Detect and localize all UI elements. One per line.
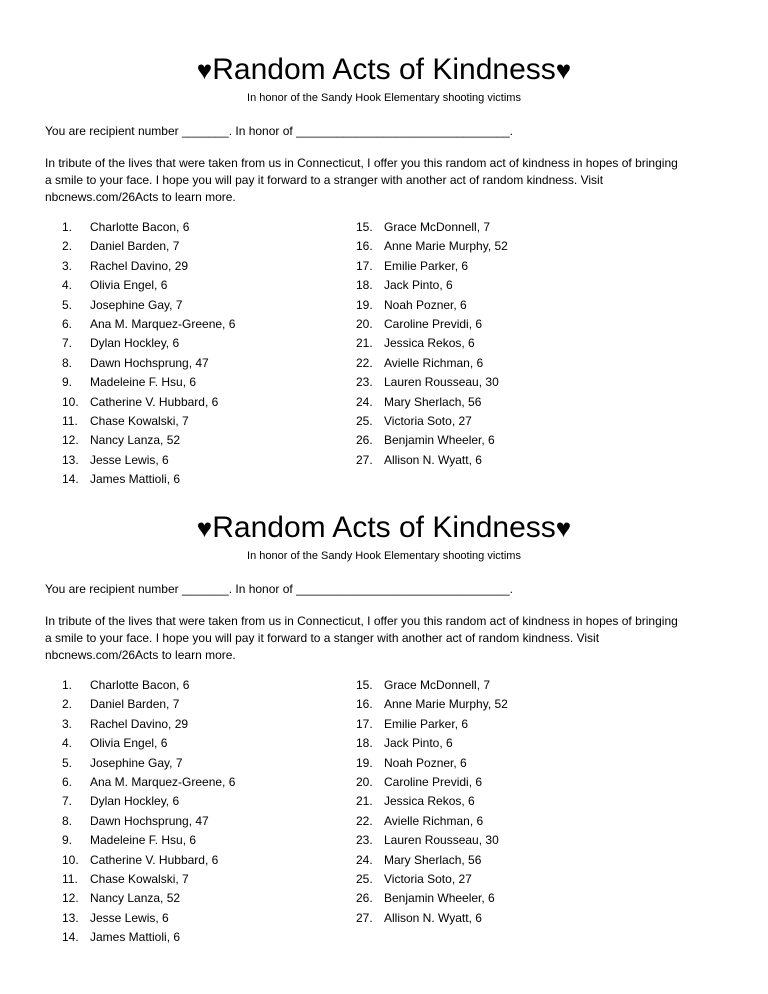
list-item-number: 16. <box>356 239 373 254</box>
list-item-number: 8. <box>62 813 73 828</box>
list-item-name: Jesse Lewis, 6 <box>90 452 169 467</box>
list-item-name: Catherine V. Hubbard, 6 <box>90 394 219 409</box>
list-item-name: Victoria Soto, 27 <box>384 413 472 428</box>
list-item-number: 13. <box>62 910 79 925</box>
list-item <box>62 754 235 773</box>
list-item-name: Charlotte Bacon, 6 <box>90 678 190 692</box>
list-item-number: 19. <box>356 297 373 312</box>
list-item-name: Noah Pozner, 6 <box>384 755 467 770</box>
list-item-name: Dawn Hochsprung, 47 <box>90 355 209 370</box>
list-item <box>62 296 235 315</box>
victims-list-left <box>62 676 235 947</box>
kindness-card <box>0 508 768 965</box>
list-item <box>356 889 508 908</box>
list-item <box>356 734 508 753</box>
list-item-name: Jack Pinto, 6 <box>384 736 453 751</box>
list-item <box>356 870 508 889</box>
list-item-name: James Mattioli, 6 <box>90 930 181 945</box>
list-item-name: Madeleine F. Hsu, 6 <box>90 375 197 390</box>
list-item-number: 3. <box>62 716 73 731</box>
list-item-number: 9. <box>62 375 73 390</box>
list-item-number: 21. <box>356 336 373 351</box>
list-item <box>356 715 508 734</box>
list-item-number: 21. <box>356 794 373 809</box>
list-item <box>62 412 235 431</box>
list-item-number: 24. <box>356 394 373 409</box>
list-item-name: Mary Sherlach, 56 <box>384 394 482 409</box>
list-item <box>356 451 508 470</box>
list-item-name: Dylan Hockley, 6 <box>90 794 180 809</box>
list-item-name: Grace McDonnell, 7 <box>384 678 491 692</box>
list-item-number: 10. <box>62 394 79 409</box>
list-item-name: Allison N. Wyatt, 6 <box>384 910 482 925</box>
list-item-number: 17. <box>356 258 373 273</box>
list-item <box>62 218 235 237</box>
list-item-number: 2. <box>62 697 73 712</box>
list-item-number: 4. <box>62 736 73 751</box>
list-item-number: 12. <box>62 433 79 448</box>
list-item-number: 27. <box>356 910 373 925</box>
list-item <box>62 334 235 353</box>
list-item-number: 4. <box>62 278 73 293</box>
list-item-number: 25. <box>356 871 373 886</box>
list-item-name: Olivia Engel, 6 <box>90 736 168 751</box>
list-item <box>62 928 235 947</box>
list-item-name: Jessica Rekos, 6 <box>384 336 475 351</box>
list-item-name: Jack Pinto, 6 <box>384 278 453 293</box>
list-item <box>62 812 235 831</box>
card-subtitle: In honor of the Sandy Hook Elementary shooting victims <box>247 92 521 104</box>
list-item-name: Jesse Lewis, 6 <box>90 910 169 925</box>
list-item-name: Grace McDonnell, 7 <box>384 220 491 234</box>
list-item-number: 12. <box>62 891 79 906</box>
list-item <box>356 257 508 276</box>
list-item-name: Jessica Rekos, 6 <box>384 794 475 809</box>
list-item-name: Caroline Previdi, 6 <box>384 774 483 789</box>
list-item-name: Dawn Hochsprung, 47 <box>90 813 209 828</box>
list-item-name: Chase Kowalski, 7 <box>90 413 189 428</box>
list-item-number: 10. <box>62 852 79 867</box>
list-item <box>356 373 508 392</box>
tribute-paragraph <box>45 155 735 207</box>
list-item-name: Rachel Davino, 29 <box>90 258 189 273</box>
list-item <box>62 831 235 850</box>
tribute-line: nbcnews.com/26Acts to learn more. <box>45 648 236 663</box>
tribute-line: nbcnews.com/26Acts to learn more. <box>45 190 236 205</box>
list-item <box>62 909 235 928</box>
card-title-text: Random Acts of Kindness <box>212 53 556 86</box>
list-item-number: 18. <box>356 278 373 293</box>
list-item-number: 11. <box>62 871 78 886</box>
list-item-name: Allison N. Wyatt, 6 <box>384 452 482 467</box>
list-item <box>62 734 235 753</box>
list-item <box>356 831 508 850</box>
heart-icon: ♥ <box>196 55 213 85</box>
list-item-number: 3. <box>62 258 73 273</box>
list-item-number: 22. <box>356 813 373 828</box>
list-item <box>62 354 235 373</box>
list-item-number: 20. <box>356 316 373 331</box>
list-item-name: Rachel Davino, 29 <box>90 716 189 731</box>
kindness-card <box>0 50 768 507</box>
list-item <box>62 276 235 295</box>
list-item <box>62 451 235 470</box>
list-item <box>62 470 235 489</box>
list-item-number: 26. <box>356 433 373 448</box>
list-item-name: Anne Marie Murphy, 52 <box>384 697 508 712</box>
list-item <box>62 676 235 695</box>
list-item-name: Charlotte Bacon, 6 <box>90 220 190 234</box>
list-item-number: 22. <box>356 355 373 370</box>
list-item <box>356 676 508 695</box>
tribute-line: a smile to your face. I hope you will pay it forward to a stanger with another act of random kindness. Visit <box>45 631 600 646</box>
tribute-line: In tribute of the lives that were taken from us in Connecticut, I offer you this random act of kindness in hopes of bringing <box>45 156 678 170</box>
list-item-number: 23. <box>356 375 373 390</box>
list-item <box>356 773 508 792</box>
list-item-name: Benjamin Wheeler, 6 <box>384 891 495 906</box>
list-item-number: 15. <box>356 220 373 234</box>
list-item <box>62 695 235 714</box>
list-item-number: 11. <box>62 413 78 428</box>
list-item <box>356 792 508 811</box>
list-item <box>356 431 508 450</box>
list-item-name: Daniel Barden, 7 <box>90 239 180 254</box>
list-item-number: 13. <box>62 452 79 467</box>
list-item-name: Nancy Lanza, 52 <box>90 433 181 448</box>
list-item <box>356 354 508 373</box>
card-title <box>0 50 768 90</box>
list-item-name: Avielle Richman, 6 <box>384 355 484 370</box>
list-item-name: Emilie Parker, 6 <box>384 258 469 273</box>
list-item-number: 19. <box>356 755 373 770</box>
recipient-line: You are recipient number _______. In honor of ________________________________. <box>45 582 513 596</box>
list-item <box>62 315 235 334</box>
list-item-name: Benjamin Wheeler, 6 <box>384 433 495 448</box>
victims-list-right <box>356 218 508 470</box>
list-item-name: Josephine Gay, 7 <box>90 297 183 312</box>
list-item-name: Daniel Barden, 7 <box>90 697 180 712</box>
list-item-name: Olivia Engel, 6 <box>90 278 168 293</box>
list-item <box>356 296 508 315</box>
list-item-name: Chase Kowalski, 7 <box>90 871 189 886</box>
list-item-number: 14. <box>62 472 79 487</box>
list-item-name: Anne Marie Murphy, 52 <box>384 239 508 254</box>
list-item <box>62 237 235 256</box>
list-item-number: 14. <box>62 930 79 945</box>
list-item-name: Josephine Gay, 7 <box>90 755 183 770</box>
list-item <box>62 792 235 811</box>
list-item <box>62 373 235 392</box>
list-item <box>356 218 508 237</box>
list-item-name: Lauren Rousseau, 30 <box>384 375 499 390</box>
list-item-number: 15. <box>356 678 373 692</box>
tribute-line: In tribute of the lives that were taken from us in Connecticut, I offer you this random act of kindness in hopes of bringing <box>45 614 678 628</box>
list-item-number: 7. <box>62 336 73 351</box>
list-item-name: Madeleine F. Hsu, 6 <box>90 833 197 848</box>
list-item-number: 5. <box>62 297 73 312</box>
heart-icon: ♥ <box>196 513 213 543</box>
list-item-number: 7. <box>62 794 73 809</box>
list-item <box>62 715 235 734</box>
list-item-name: Caroline Previdi, 6 <box>384 316 483 331</box>
list-item-number: 27. <box>356 452 373 467</box>
list-item-number: 20. <box>356 774 373 789</box>
list-item <box>62 431 235 450</box>
heart-icon: ♥ <box>555 513 572 543</box>
tribute-line: a smile to your face. I hope you will pay it forward to a stranger with another act of random kindness. Visit <box>45 173 604 188</box>
list-item-number: 5. <box>62 755 73 770</box>
list-item-number: 17. <box>356 716 373 731</box>
list-item-name: Emilie Parker, 6 <box>384 716 469 731</box>
list-item <box>356 909 508 928</box>
list-item-name: James Mattioli, 6 <box>90 472 181 487</box>
list-item <box>62 889 235 908</box>
list-item <box>62 393 235 412</box>
list-item-number: 6. <box>62 774 73 789</box>
list-item <box>356 812 508 831</box>
card-subtitle: In honor of the Sandy Hook Elementary shooting victims <box>247 550 521 562</box>
list-item-name: Dylan Hockley, 6 <box>90 336 180 351</box>
list-item-name: Ana M. Marquez-Greene, 6 <box>90 316 236 331</box>
list-item <box>356 754 508 773</box>
list-item <box>356 851 508 870</box>
list-item-number: 25. <box>356 413 373 428</box>
list-item-number: 18. <box>356 736 373 751</box>
list-item-number: 1. <box>62 220 73 234</box>
tribute-paragraph <box>45 613 735 665</box>
list-item <box>356 393 508 412</box>
list-item-name: Catherine V. Hubbard, 6 <box>90 852 219 867</box>
list-item-name: Nancy Lanza, 52 <box>90 891 181 906</box>
list-item <box>356 276 508 295</box>
list-item <box>356 334 508 353</box>
recipient-line: You are recipient number _______. In honor of ________________________________. <box>45 124 513 138</box>
list-item-name: Noah Pozner, 6 <box>384 297 467 312</box>
list-item <box>356 315 508 334</box>
list-item-name: Avielle Richman, 6 <box>384 813 484 828</box>
list-item-number: 1. <box>62 678 73 692</box>
list-item-number: 16. <box>356 697 373 712</box>
list-item-name: Lauren Rousseau, 30 <box>384 833 499 848</box>
list-item-number: 2. <box>62 239 73 254</box>
card-title <box>0 508 768 548</box>
list-item <box>356 237 508 256</box>
list-item <box>356 695 508 714</box>
list-item-number: 6. <box>62 316 73 331</box>
list-item-number: 24. <box>356 852 373 867</box>
list-item <box>62 870 235 889</box>
list-item-number: 23. <box>356 833 373 848</box>
list-item-number: 26. <box>356 891 373 906</box>
list-item <box>62 851 235 870</box>
list-item <box>356 412 508 431</box>
list-item <box>62 773 235 792</box>
victims-list-left <box>62 218 235 489</box>
list-item-name: Victoria Soto, 27 <box>384 871 472 886</box>
list-item-number: 9. <box>62 833 73 848</box>
card-title-text: Random Acts of Kindness <box>212 511 556 544</box>
list-item-name: Ana M. Marquez-Greene, 6 <box>90 774 236 789</box>
list-item <box>62 257 235 276</box>
heart-icon: ♥ <box>555 55 572 85</box>
list-item-name: Mary Sherlach, 56 <box>384 852 482 867</box>
victims-list-right <box>356 676 508 928</box>
list-item-number: 8. <box>62 355 73 370</box>
